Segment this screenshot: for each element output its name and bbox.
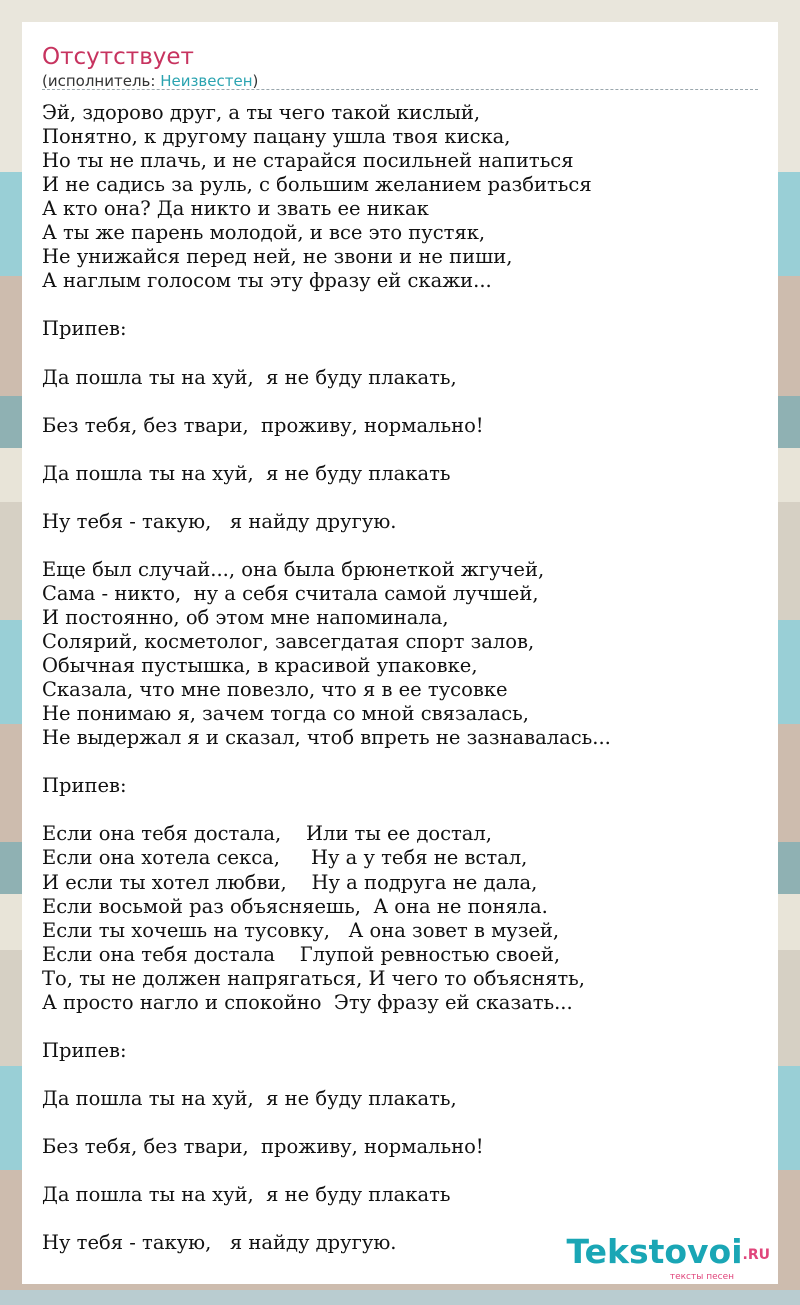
- lyric-line: [42, 1111, 762, 1135]
- lyric-line: Без тебя, без твари, проживу, нормально!: [42, 413, 484, 437]
- lyric-line: Да пошла ты на хуй, я не буду плакать,: [42, 365, 457, 389]
- lyric-line: Солярий, косметолог, завсегдатая спорт залов,: [42, 630, 535, 654]
- site-logo[interactable]: [566, 1232, 770, 1282]
- lyric-line: Припев:: [42, 317, 127, 341]
- lyric-line: Если она тебя достала, Или ты ее достал,: [42, 822, 492, 846]
- lyric-line: А наглым голосом ты эту фразу ей скажи...: [42, 269, 492, 293]
- lyric-line: Да пошла ты на хуй, я не буду плакать,: [42, 1086, 457, 1110]
- lyric-line: Не понимаю я, зачем тогда со мной связалась,: [42, 702, 529, 726]
- lyric-line: А кто она? Да никто и звать ее никак: [42, 197, 429, 221]
- lyric-line: То, ты не должен напрягаться, И чего то объяснять,: [42, 966, 585, 990]
- lyric-line: Понятно, к другому пацану ушла твоя киска,: [42, 125, 511, 149]
- lyric-line: И постоянно, об этом мне напоминала,: [42, 605, 449, 629]
- lyric-line: Но ты не плачь, и не старайся посильней напиться: [42, 149, 574, 173]
- lyric-line: Да пошла ты на хуй, я не буду плакать: [42, 1183, 451, 1207]
- lyric-line: Сама - никто, ну а себя считала самой лучшей,: [42, 581, 539, 605]
- lyric-line: [42, 486, 762, 510]
- lyric-line: Если она хотела секса, Ну а у тебя не встал,: [42, 846, 528, 870]
- lyric-line: [42, 1015, 762, 1039]
- lyric-line: Ну тебя - такую, я найду другую.: [42, 1231, 397, 1255]
- lyric-line: И если ты хотел любви, Ну а подруга не дала,: [42, 870, 538, 894]
- lyric-line: [42, 534, 762, 558]
- logo-tagline: тексты песен: [669, 1272, 734, 1282]
- artist-suffix: ): [252, 72, 259, 90]
- lyrics-text: [42, 101, 762, 1255]
- lyric-line: И не садись за руль, с большим желанием разбиться: [42, 173, 592, 197]
- lyric-line: [42, 438, 762, 462]
- lyric-line: Обычная пустышка, в красивой упаковке,: [42, 654, 478, 678]
- lyric-line: [42, 1063, 762, 1087]
- lyric-line: Припев:: [42, 774, 127, 798]
- lyric-line: [42, 798, 762, 822]
- lyric-line: [42, 750, 762, 774]
- lyric-line: Припев:: [42, 1038, 127, 1062]
- lyric-line: Если она тебя достала Глупой ревностью своей,: [42, 942, 561, 966]
- lyric-line: Без тебя, без твари, проживу, нормально!: [42, 1135, 484, 1159]
- lyric-line: Эй, здорово друг, а ты чего такой кислый,: [42, 101, 481, 124]
- lyric-line: Не выдержал я и сказал, чтоб впреть не зазнавалась...: [42, 726, 611, 750]
- lyric-line: Сказала, что мне повезло, что я в ее тусовке: [42, 678, 508, 702]
- artist-link[interactable]: Неизвестен: [160, 72, 253, 90]
- lyric-line: Не унижайся перед ней, не звони и не пиши,: [42, 245, 513, 269]
- lyric-line: [42, 293, 762, 317]
- lyric-line: Еще был случай..., она была брюнеткой жгучей,: [42, 557, 545, 581]
- logo-name: Tekstovoi: [566, 1232, 743, 1271]
- lyric-line: [42, 390, 762, 414]
- lyric-line: Ну тебя - такую, я найду другую.: [42, 509, 397, 533]
- lyric-line: [42, 341, 762, 365]
- artist-prefix: (исполнитель:: [42, 72, 161, 90]
- artist-line: [42, 71, 258, 91]
- lyric-line: А просто нагло и спокойно Эту фразу ей сказать...: [42, 990, 573, 1014]
- lyric-line: Да пошла ты на хуй, я не буду плакать: [42, 461, 451, 485]
- title-divider: [42, 89, 758, 90]
- lyric-line: Если восьмой раз объясняешь, А она не поняла.: [42, 894, 548, 918]
- song-title: Отсутствует: [42, 44, 194, 70]
- logo-tld: .RU: [742, 1247, 770, 1263]
- lyric-line: [42, 1159, 762, 1183]
- lyric-line: А ты же парень молодой, и все это пустяк,: [42, 221, 486, 245]
- lyric-line: [42, 1207, 762, 1231]
- lyrics-card: [22, 22, 778, 1284]
- logo-wordmark: [566, 1232, 770, 1272]
- lyric-line: Если ты хочешь на тусовку, А она зовет в музей,: [42, 918, 560, 942]
